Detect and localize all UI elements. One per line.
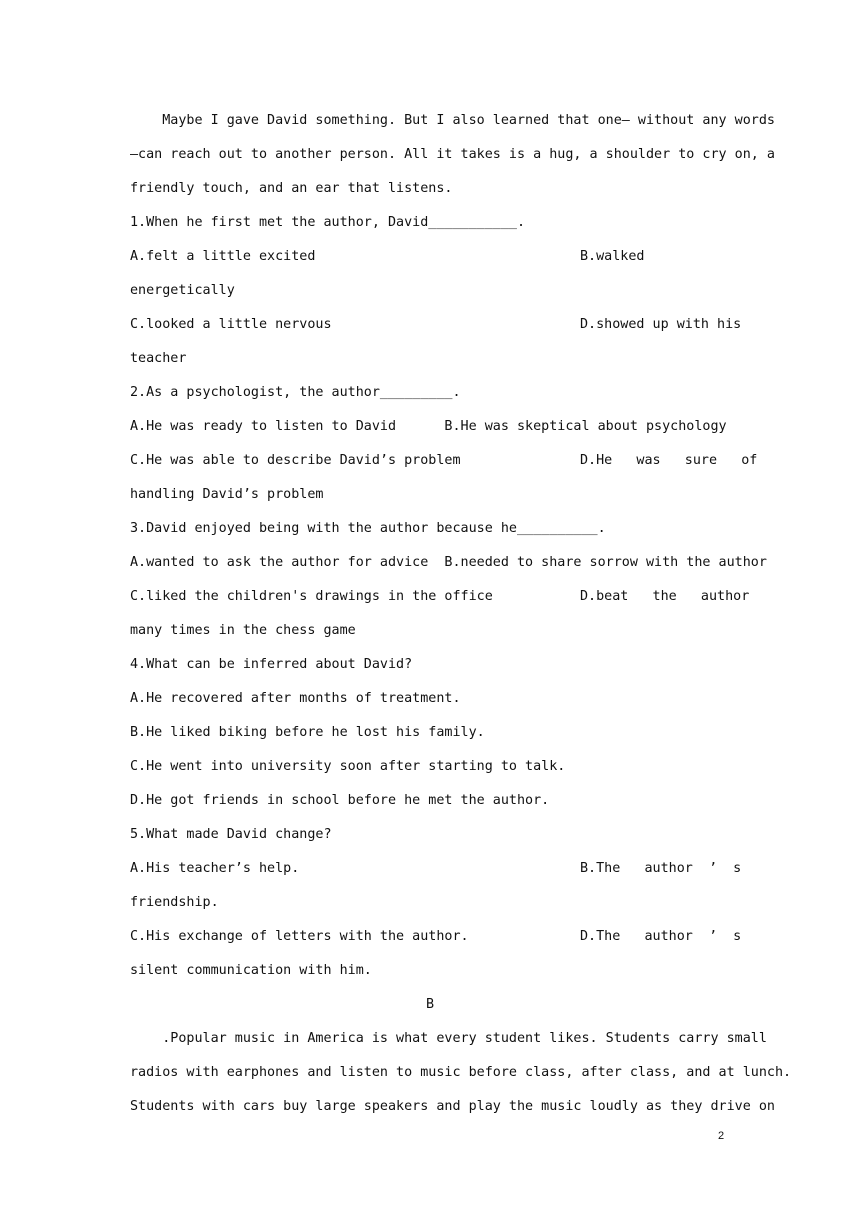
question-1-option-b: B.walked	[580, 249, 645, 264]
question-2-options-ab: A.He was ready to listen to David B.He was skeptical about psychology	[130, 419, 727, 434]
question-5-stem: 5.What made David change?	[130, 827, 332, 842]
question-1-option-d-continued: teacher	[130, 351, 187, 366]
question-5-option-b: B.The author ’ s	[580, 861, 742, 876]
question-2-option-c: C.He was able to describe David’s problem	[130, 453, 461, 468]
section-heading: B	[425, 997, 435, 1012]
passage-line: Maybe I gave David something. But I also learned that one— without any words	[130, 113, 775, 128]
question-3-options-ab: A.wanted to ask the author for advice B.needed to share sorrow with the author	[130, 555, 767, 570]
question-2-stem: 2.As a psychologist, the author_________.	[130, 385, 461, 400]
question-4-option-d: D.He got friends in school before he met the author.	[130, 793, 550, 808]
passage-line: friendly touch, and an ear that listens.	[130, 181, 453, 196]
question-3-option-c: C.liked the children's drawings in the office	[130, 589, 493, 604]
question-3-option-d-continued: many times in the chess game	[130, 623, 356, 638]
passage-b-line: .Popular music in America is what every student likes. Students carry small	[130, 1031, 767, 1046]
question-3-option-d: D.beat the author	[580, 589, 750, 604]
question-4-option-c: C.He went into university soon after starting to talk.	[130, 759, 566, 774]
question-2-option-d: D.He was sure of	[580, 453, 758, 468]
question-1-option-d: D.showed up with his	[580, 317, 742, 332]
question-5-option-b-continued: friendship.	[130, 895, 219, 910]
question-5-option-d: D.The author ’ s	[580, 929, 742, 944]
passage-b-line: Students with cars buy large speakers and play the music loudly as they drive on	[130, 1099, 775, 1114]
question-3-stem: 3.David enjoyed being with the author because he__________.	[130, 521, 606, 536]
question-1-stem: 1.When he first met the author, David___________.	[130, 215, 526, 230]
question-5-option-a: A.His teacher’s help.	[130, 861, 300, 876]
question-4-option-b: B.He liked biking before he lost his family.	[130, 725, 485, 740]
passage-b-line: radios with earphones and listen to music before class, after class, and at lunch.	[130, 1065, 792, 1080]
question-5-option-c: C.His exchange of letters with the author.	[130, 929, 469, 944]
page-number: 2	[718, 1130, 725, 1142]
question-4-option-a: A.He recovered after months of treatment.	[130, 691, 461, 706]
question-1-option-a: A.felt a little excited	[130, 249, 316, 264]
question-1-option-b-continued: energetically	[130, 283, 235, 298]
question-5-option-d-continued: silent communication with him.	[130, 963, 372, 978]
question-2-option-d-continued: handling David’s problem	[130, 487, 324, 502]
question-4-stem: 4.What can be inferred about David?	[130, 657, 413, 672]
question-1-option-c: C.looked a little nervous	[130, 317, 332, 332]
passage-line: —can reach out to another person. All it takes is a hug, a shoulder to cry on, a	[130, 147, 775, 162]
